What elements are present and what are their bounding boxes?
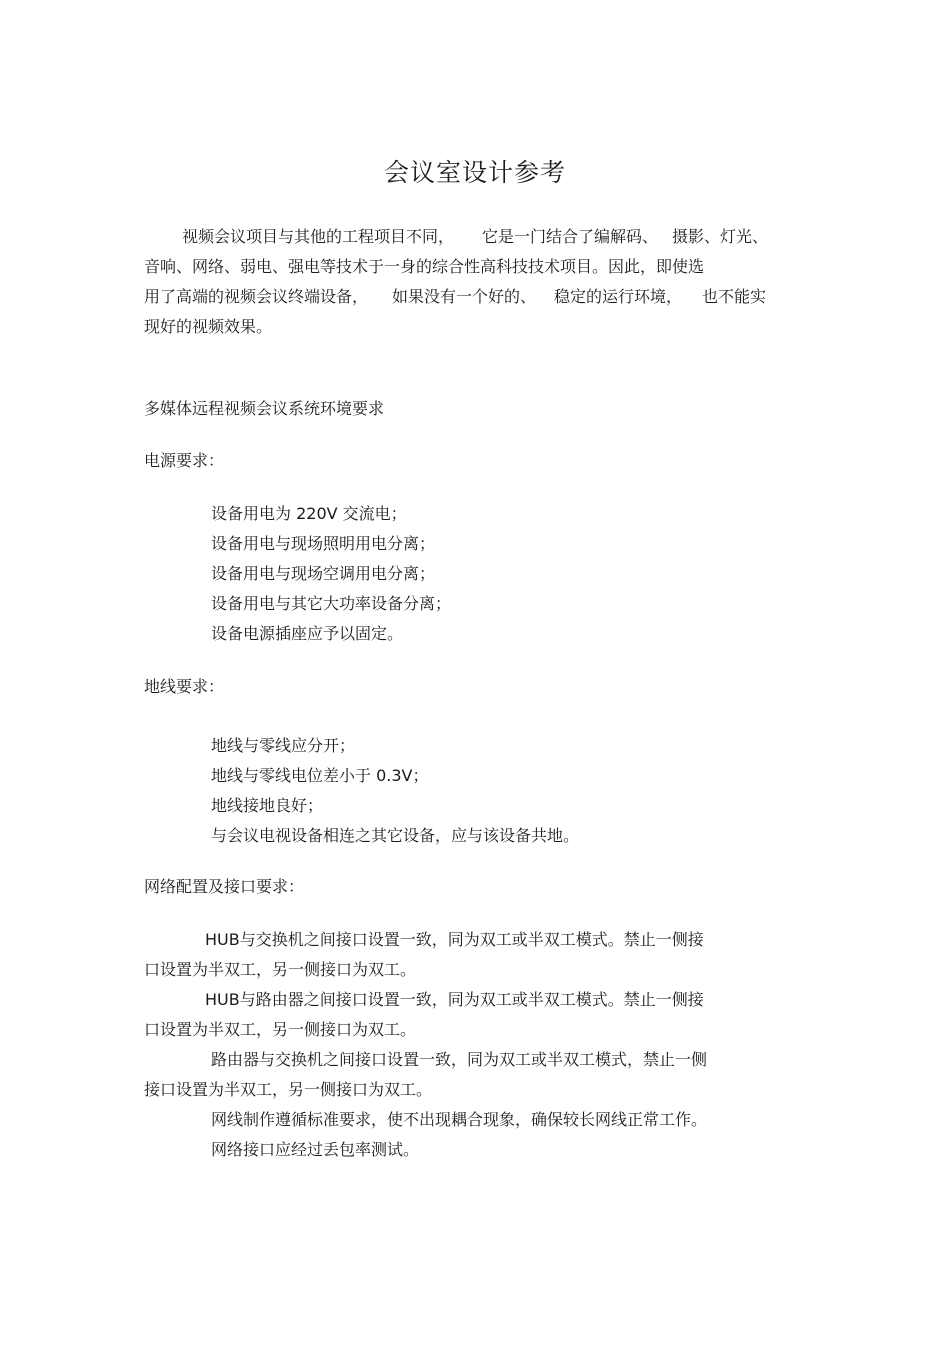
network-line: HUB与路由器之间接口设置一致，同为双工或半双工模式。禁止一侧接 [205,990,704,1009]
intro-text: 如果没有一个好的、 [392,287,537,306]
network-line: 口设置为半双工，另一侧接口为双工。 [144,960,417,979]
ground-item: 与会议电视设备相连之其它设备，应与该设备共地。 [211,826,580,845]
ground-item: 地线与零线应分开； [211,736,356,755]
network-line: 网络接口应经过丢包率测试。 [211,1140,420,1159]
intro-line-3 [144,286,766,308]
power-item: 设备用电与现场照明用电分离； [211,534,436,553]
network-line: 接口设置为半双工，另一侧接口为双工。 [144,1080,433,1099]
power-item: 设备用电为 220V 交流电； [211,504,407,523]
network-line: 网线制作遵循标准要求，使不出现耦合现象，确保较长网线正常工作。 [211,1110,708,1129]
intro-line-2: 音响、网络、弱电、强电等技术于一身的综合性高科技技术项目。因此，即使选 [144,257,705,276]
page-title: 会议室设计参考 [383,158,566,187]
intro-line-4: 现好的视频效果。 [144,317,273,336]
intro-line-1 [182,226,768,248]
intro-text: 用了高端的视频会议终端设备， [144,287,369,306]
ground-item: 地线与零线电位差小于 0.3V； [211,766,429,785]
intro-text: 摄影、灯光、 [672,227,769,246]
power-item: 设备电源插座应予以固定。 [211,624,404,643]
power-item: 设备用电与现场空调用电分离； [211,564,436,583]
network-heading: 网络配置及接口要求： [144,877,305,896]
intro-text: 也不能实 [702,287,767,306]
intro-text: 它是一门结合了编解码、 [482,227,659,246]
network-line: 口设置为半双工，另一侧接口为双工。 [144,1020,417,1039]
network-line: HUB与交换机之间接口设置一致，同为双工或半双工模式。禁止一侧接 [205,930,704,949]
intro-text: 视频会议项目与其他的工程项目不同， [182,227,455,246]
power-item: 设备用电与其它大功率设备分离； [211,594,452,613]
intro-text: 稳定的运行环境， [554,287,683,306]
section-heading: 多媒体远程视频会议系统环境要求 [144,399,385,418]
power-heading: 电源要求： [144,451,225,470]
ground-heading: 地线要求： [144,677,225,696]
network-line: 路由器与交换机之间接口设置一致，同为双工或半双工模式，禁止一侧 [211,1050,708,1069]
ground-item: 地线接地良好； [211,796,324,815]
